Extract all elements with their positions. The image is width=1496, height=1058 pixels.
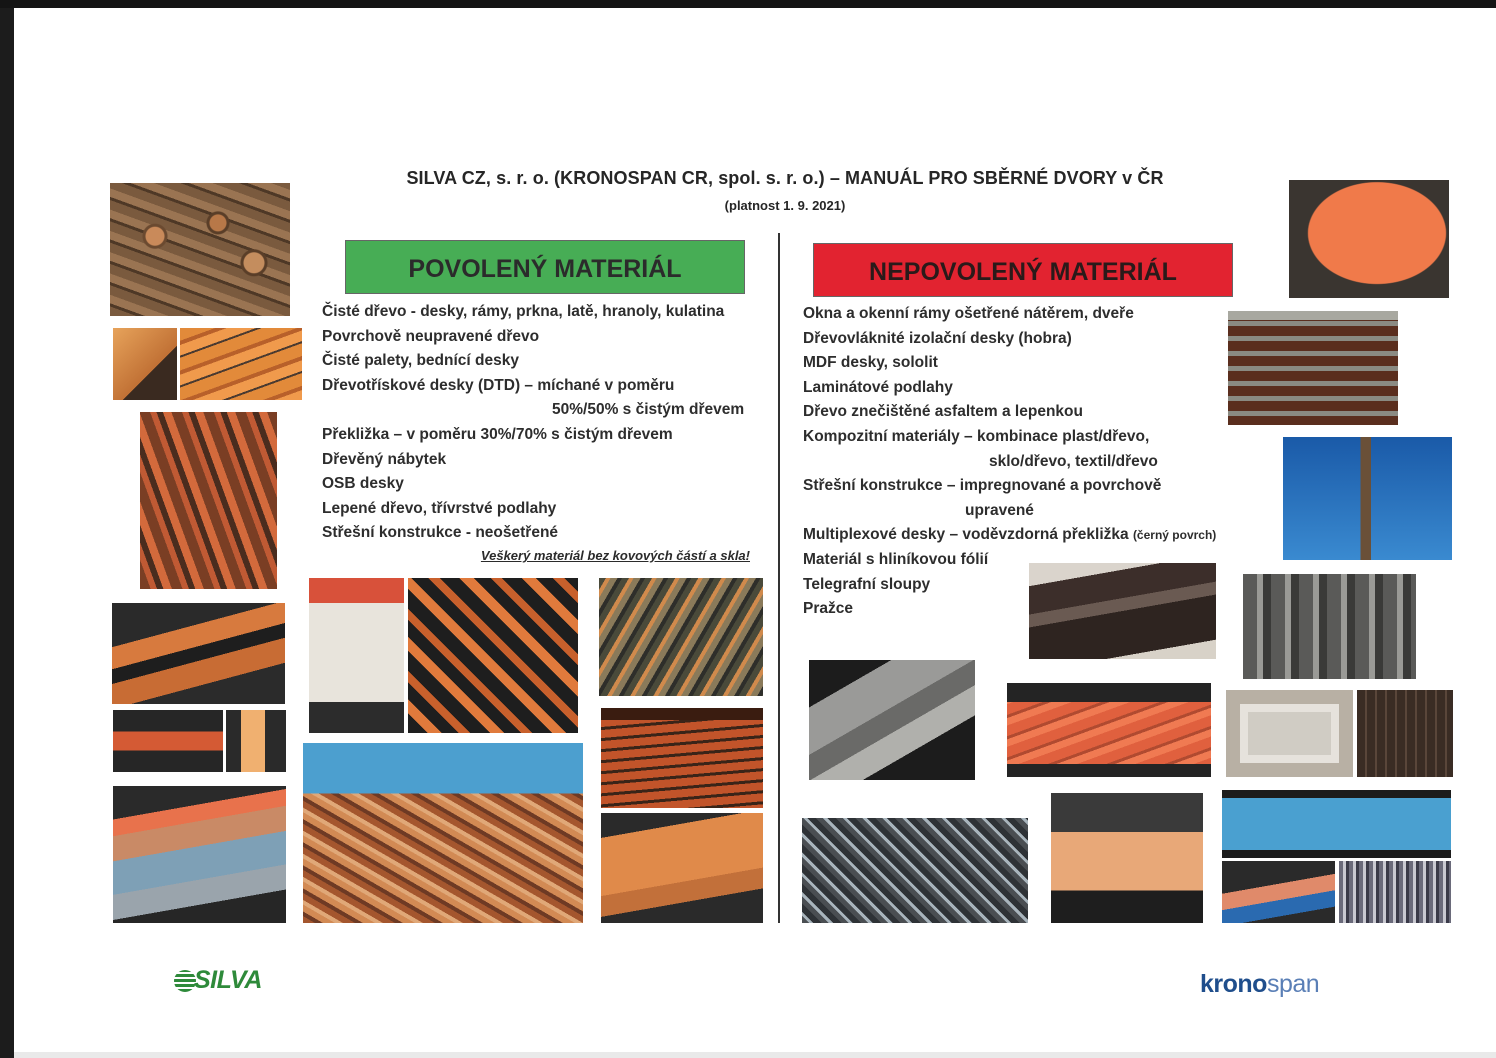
forbidden-item: Pražce xyxy=(803,600,853,618)
photo-telegraph-pole xyxy=(1283,437,1452,560)
photo-window-frames xyxy=(1226,690,1353,777)
kronospan-logo-part1: krono xyxy=(1200,970,1267,998)
column-divider xyxy=(778,233,780,923)
page-subtitle: (platnost 1. 9. 2021) xyxy=(724,198,846,213)
forbidden-item: upravené xyxy=(965,501,1034,519)
forbidden-item-suffix: (černý povrch) xyxy=(1132,528,1217,543)
page-title: SILVA CZ, s. r. o. (KRONOSPAN CR, spol. s. r. o.) – MANUÁL PRO SBĚRNÉ DVORY v ČR xyxy=(406,168,1164,188)
silva-logo-mark-icon xyxy=(174,970,196,992)
allowed-item: Překližka – v poměru 30%/70% s čistým dřevem xyxy=(322,425,673,443)
allowed-item: 50%/50% s čistým dřevem xyxy=(552,401,745,419)
photo-composite-drawer xyxy=(1051,793,1203,923)
photo-furniture-parts xyxy=(112,603,285,704)
allowed-item: Lepené dřevo, třívrstvé podlahy xyxy=(322,499,557,517)
allowed-note: Veškerý materiál bez kovových částí a skla! xyxy=(480,548,750,563)
allowed-item: Dřevotřískové desky (DTD) – míchané v poměru xyxy=(322,376,675,394)
allowed-item: Čisté dřevo - desky, rámy, prkna, latě, hranoly, kulatina xyxy=(322,303,725,320)
kronospan-logo-part2: span xyxy=(1266,970,1320,998)
silva-logo xyxy=(174,964,274,996)
photo-painted-frames xyxy=(802,818,1028,923)
photo-boards xyxy=(113,328,177,400)
photo-laminate-flooring xyxy=(1007,683,1211,777)
photo-door xyxy=(1357,690,1453,777)
allowed-item: Povrchově neupravené dřevo xyxy=(322,327,540,345)
photo-mdf-panels xyxy=(809,660,975,780)
photo-chipboard-pieces xyxy=(113,786,286,923)
forbidden-heading: NEPOVOLENÝ MATERIÁL xyxy=(813,243,1233,297)
scan-bottom-edge xyxy=(14,1052,1496,1058)
photo-cabinet xyxy=(309,578,404,733)
forbidden-item: Dřevo znečištěné asfaltem a lepenkou xyxy=(803,403,1083,421)
forbidden-item: Střešní konstrukce – impregnované a povrchově xyxy=(803,477,1162,495)
forbidden-item-text: Multiplexové desky – voděvzdorná překližka xyxy=(803,526,1129,544)
photo-blue-panel xyxy=(1222,790,1451,858)
photo-chairs xyxy=(408,578,578,733)
photo-board-orange xyxy=(1289,180,1449,298)
photo-timber-beams xyxy=(140,412,277,589)
photo-wood-scraps xyxy=(599,578,763,696)
forbidden-item: Okna a okenní rámy ošetřené nátěrem, dveře xyxy=(803,305,1134,322)
allowed-list xyxy=(322,300,744,546)
allowed-item: Dřevěný nábytek xyxy=(322,450,447,468)
photo-multiplex-boards xyxy=(1029,563,1216,659)
allowed-item: Čisté palety, bednící desky xyxy=(322,352,519,370)
forbidden-item xyxy=(803,523,1216,548)
photo-composite-pieces xyxy=(1222,861,1335,923)
allowed-item: Střešní konstrukce - neošetřené xyxy=(322,524,559,542)
scan-left-edge xyxy=(0,8,14,1058)
forbidden-item: MDF desky, sololit xyxy=(803,354,938,372)
forbidden-item: Dřevovláknité izolační desky (hobra) xyxy=(803,329,1072,347)
silva-logo-text: SILVA xyxy=(194,966,262,994)
photo-roof-boards xyxy=(601,813,763,923)
scan-top-edge xyxy=(0,0,1496,8)
allowed-heading: POVOLENÝ MATERIÁL xyxy=(345,240,745,294)
photo-textile-chair xyxy=(1339,861,1451,923)
forbidden-item: Kompozitní materiály – kombinace plast/dřevo, xyxy=(803,427,1150,445)
forbidden-item: Materiál s hliníkovou fólií xyxy=(803,550,989,568)
photo-log-pile xyxy=(110,183,290,316)
allowed-item: OSB desky xyxy=(322,475,404,493)
photo-osb-stack xyxy=(601,708,763,808)
photo-door-panel xyxy=(226,710,286,772)
photo-planks xyxy=(180,328,302,400)
forbidden-item: sklo/dřevo, textil/dřevo xyxy=(989,452,1158,470)
photo-pallets-gray xyxy=(1243,574,1416,679)
photo-wood-waste-pile xyxy=(303,743,583,923)
photo-railway-sleepers xyxy=(1228,311,1398,425)
photo-panel xyxy=(113,710,223,772)
forbidden-item: Laminátové podlahy xyxy=(803,378,953,396)
kronospan-logo xyxy=(1200,970,1370,1000)
forbidden-item: Telegrafní sloupy xyxy=(803,575,931,593)
